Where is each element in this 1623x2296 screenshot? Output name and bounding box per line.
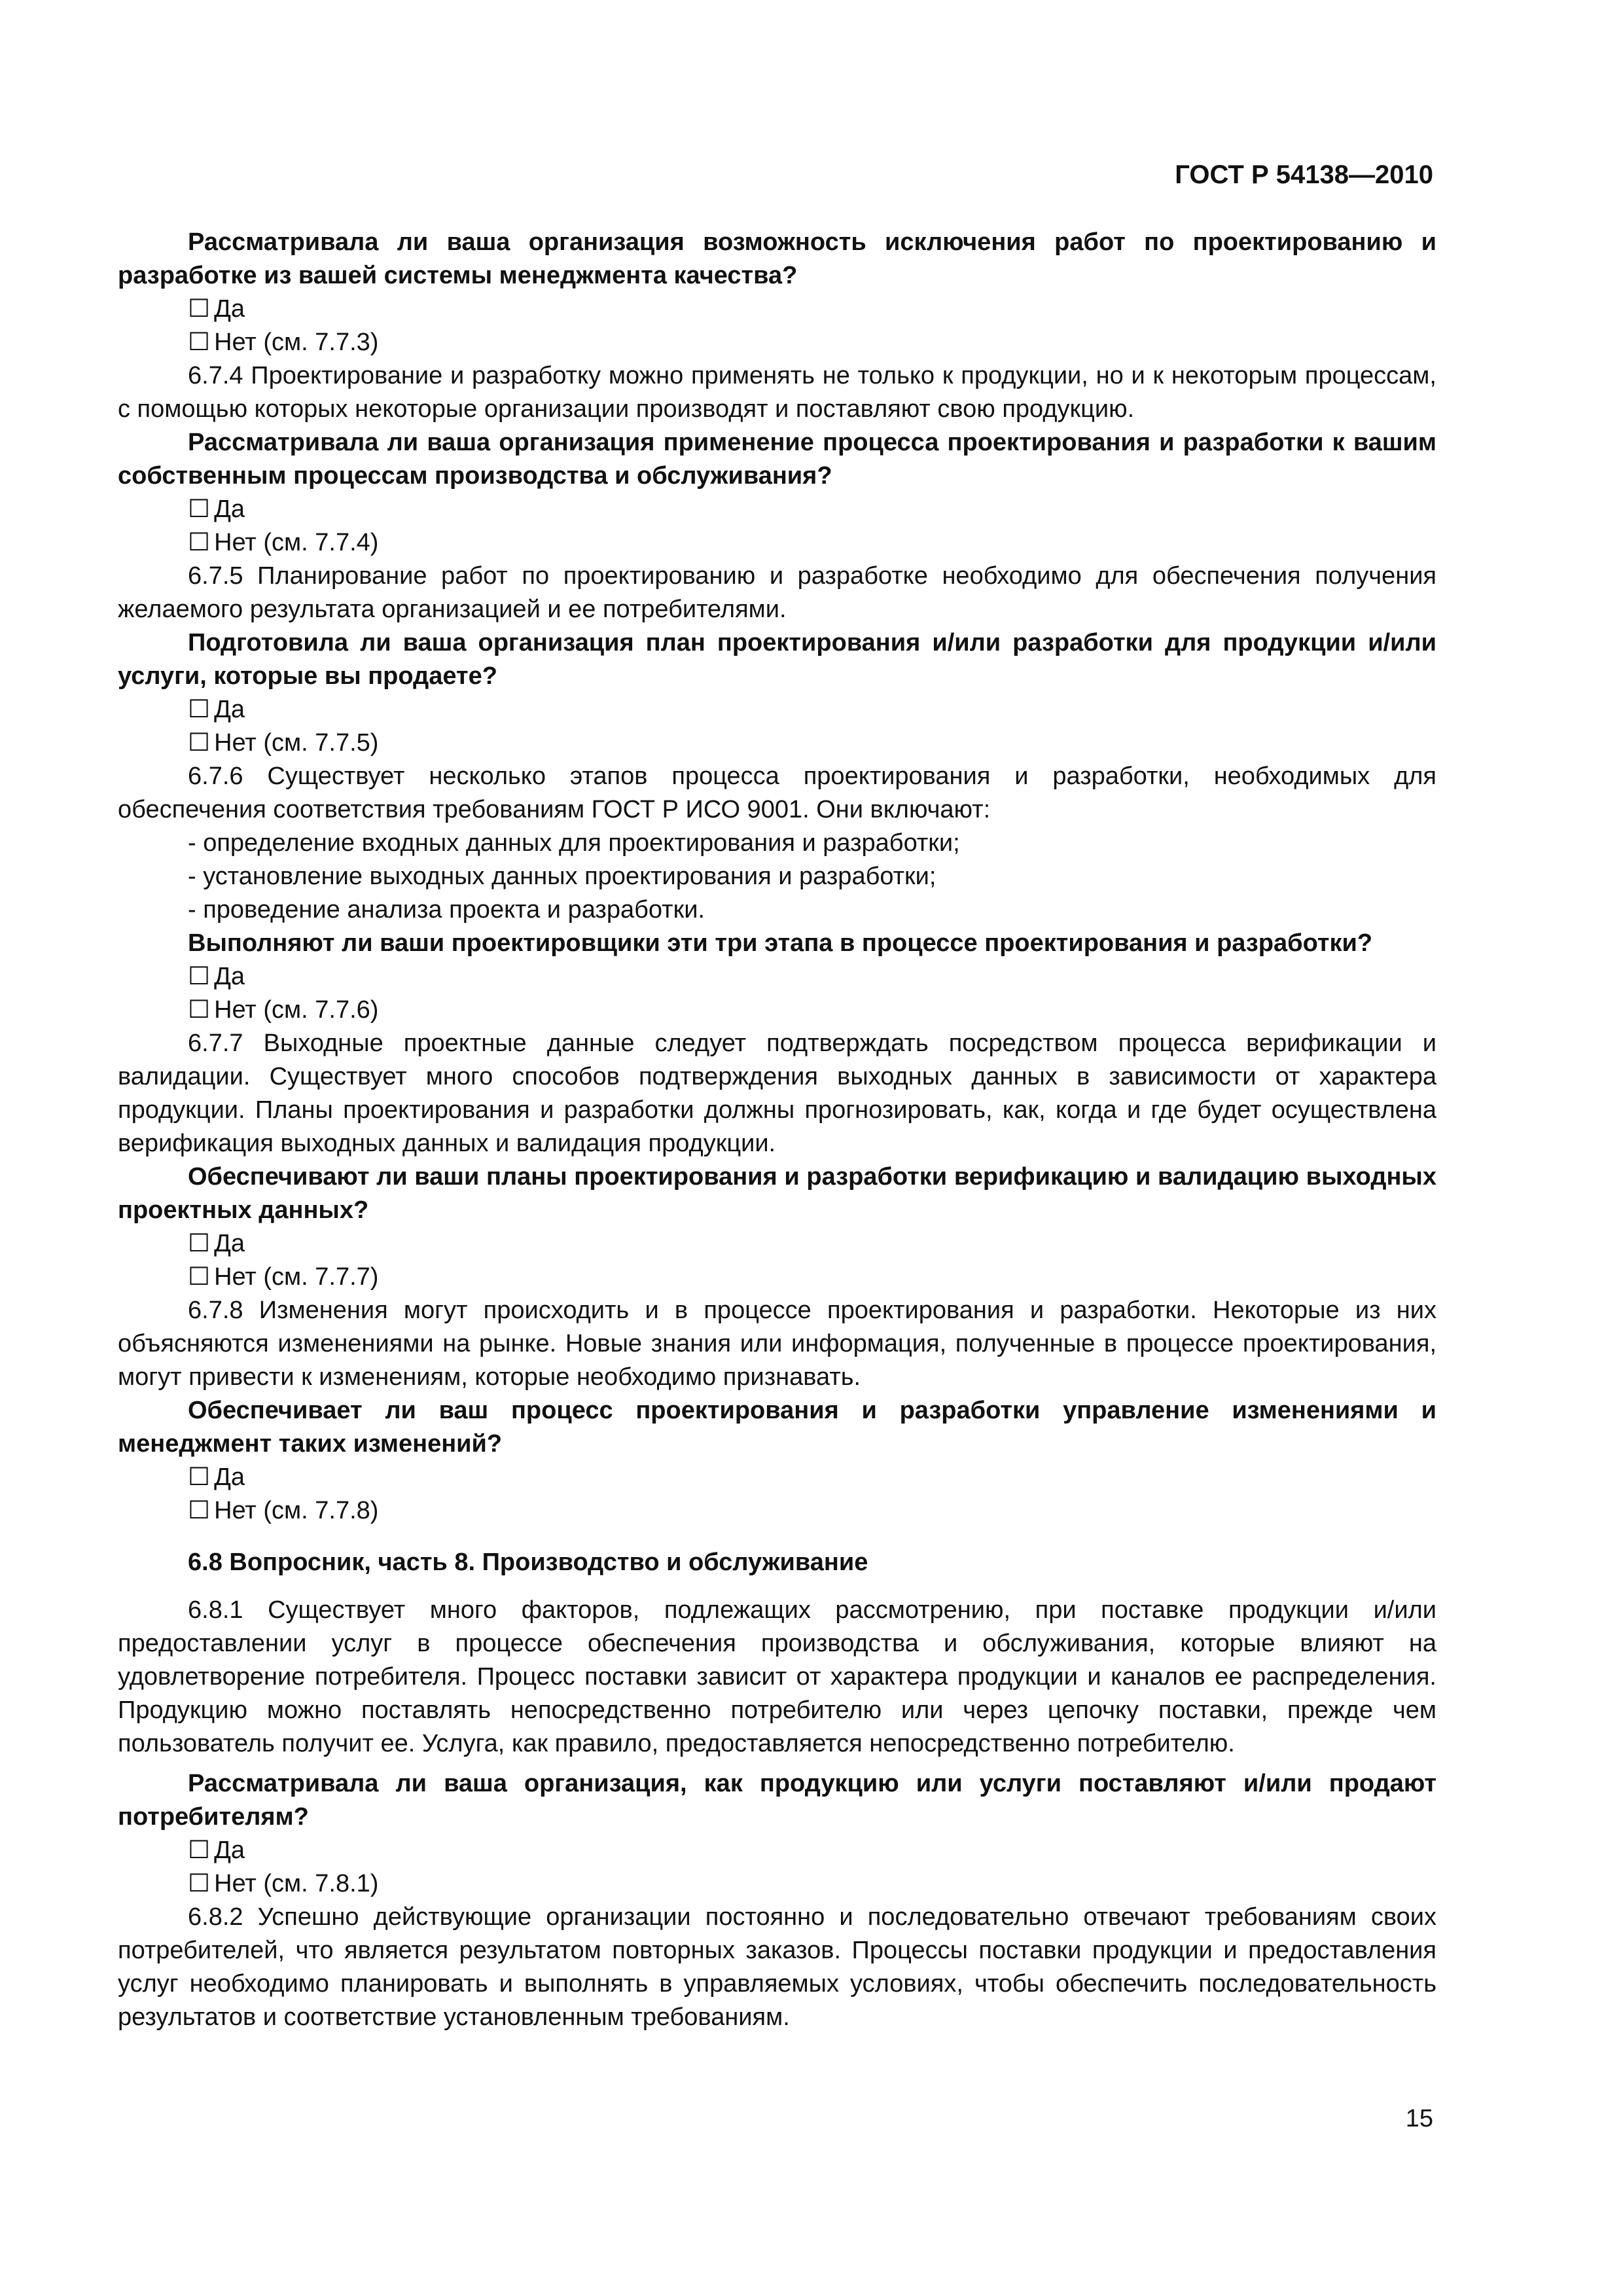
question-change-management: Обеспечивает ли ваш процесс проектирования и разработки управление изменениями и менеджмент таких изменений? <box>118 1397 1436 1458</box>
checkbox-icon[interactable]: ☐ <box>188 996 211 1024</box>
list-item: - установление выходных данных проектирования и разработки; <box>188 863 936 890</box>
answer-option-no[interactable]: ☐ Нет (см. 7.7.6) <box>118 994 1436 1027</box>
question-design-plan: Подготовила ли ваша организация план проектирования и/или разработки для продукции и/или услуги, которые вы продаете? <box>118 629 1436 690</box>
paragraph-6-7-8: 6.7.8 Изменения могут происходить и в процессе проектирования и разработки. Некоторые из них объясняются изменениями на рынке. Новые знания или информация, полученные в процессе проектирования, могут привести к изменениям, которые необходимо признавать. <box>118 1297 1436 1391</box>
paragraph-6-7-7: 6.7.7 Выходные проектные данные следует подтверждать посредством процесса верификации и валидации. Существует много способов подтверждения выходных данных в зависимости от характера продукции. Планы проектирования и разработки должны прогнозировать, как, когда и где будет осуществлена верификация выходных данных и валидация продукции. <box>118 1030 1436 1157</box>
document-code: ГОСТ Р 54138—2010 <box>1175 160 1433 189</box>
list-item: - определение входных данных для проектирования и разработки; <box>188 829 960 857</box>
answer-option-yes[interactable]: ☐ Да <box>118 293 1436 326</box>
answer-option-no[interactable]: ☐ Нет (см. 7.7.7) <box>118 1261 1436 1294</box>
checkbox-icon[interactable]: ☐ <box>188 696 211 723</box>
checkbox-icon[interactable]: ☐ <box>188 729 211 757</box>
list-item: - проведение анализа проекта и разработки. <box>188 896 705 924</box>
checkbox-icon[interactable]: ☐ <box>188 495 211 523</box>
page-number: 15 <box>1405 2105 1433 2132</box>
answer-option-no[interactable]: ☐ Нет (см. 7.7.4) <box>118 526 1436 560</box>
question-design-own-processes: Рассматривала ли ваша организация применение процесса проектирования и разработки к вашим собственным процессам производства и обслуживания? <box>118 429 1436 490</box>
paragraph-6-7-4: 6.7.4 Проектирование и разработку можно применять не только к продукции, но и к некоторым процессам, с помощью которых некоторые организации производят и поставляют свою продукцию. <box>118 362 1436 423</box>
answer-option-no[interactable]: ☐ Нет (см. 7.7.3) <box>118 326 1436 359</box>
checkbox-icon[interactable]: ☐ <box>188 1263 211 1291</box>
answer-option-no[interactable]: ☐ Нет (см. 7.7.8) <box>118 1494 1436 1528</box>
answer-option-yes[interactable]: ☐ Да <box>118 960 1436 994</box>
question-three-stages: Выполняют ли ваши проектировщики эти три этапа в процессе проектирования и разработки? <box>188 929 1373 957</box>
answer-option-yes[interactable]: ☐ Да <box>118 1834 1436 1867</box>
question-design-exclusion: Рассматривала ли ваша организация возможность исключения работ по проектированию и разработке из вашей системы менеджмента качества? <box>118 228 1436 289</box>
answer-option-yes[interactable]: ☐ Да <box>118 493 1436 526</box>
paragraph-6-7-5: 6.7.5 Планирование работ по проектированию и разработке необходимо для обеспечения получения желаемого результата организацией и ее потребителями. <box>118 562 1436 623</box>
answer-option-no[interactable]: ☐ Нет (см. 7.8.1) <box>118 1867 1436 1901</box>
question-verification-validation: Обеспечивают ли ваши планы проектирования и разработки верификацию и валидацию выходных проектных данных? <box>118 1163 1436 1224</box>
answer-option-no[interactable]: ☐ Нет (см. 7.7.5) <box>118 726 1436 760</box>
checkbox-icon[interactable]: ☐ <box>188 1870 211 1897</box>
checkbox-icon[interactable]: ☐ <box>188 529 211 556</box>
question-delivery-to-customers: Рассматривала ли ваша организация, как продукцию или услуги поставляют и/или продают потребителям? <box>118 1770 1436 1831</box>
checkbox-icon[interactable]: ☐ <box>188 1497 211 1524</box>
answer-option-yes[interactable]: ☐ Да <box>118 1227 1436 1261</box>
checkbox-icon[interactable]: ☐ <box>188 1463 211 1491</box>
answer-option-yes[interactable]: ☐ Да <box>118 1461 1436 1494</box>
answer-option-yes[interactable]: ☐ Да <box>118 693 1436 726</box>
checkbox-icon[interactable]: ☐ <box>188 1837 211 1864</box>
checkbox-icon[interactable]: ☐ <box>188 329 211 356</box>
paragraph-6-8-1: 6.8.1 Существует много факторов, подлежащих рассмотрению, при поставке продукции и/или предоставлении услуг в процессе обеспечения производства и обслуживания, которые влияют на удовлетворение потребителя. Процесс поставки зависит от характера продукции и каналов ее распределения. Продукцию можно поставлять непосредственно потребителю или через цепочку поставки, прежде чем пользователь получит ее. Услуга, как правило, предоставляется непосредственно потребителю. <box>118 1596 1436 1757</box>
paragraph-6-8-2: 6.8.2 Успешно действующие организации постоянно и последовательно отвечают требованиям своих потребителей, что является результатом повторных заказов. Процессы поставки продукции и предоставления услуг необходимо планировать и выполнять в управляемых условиях, чтобы обеспечить последовательность результатов и соответствие установленным требованиям. <box>118 1903 1436 2031</box>
checkbox-icon[interactable]: ☐ <box>188 295 211 323</box>
checkbox-icon[interactable]: ☐ <box>188 1230 211 1257</box>
document-body <box>118 226 1436 2034</box>
paragraph-6-7-6: 6.7.6 Существует несколько этапов процесса проектирования и разработки, необходимых для обеспечения соответствия требованиям ГОСТ Р ИСО 9001. Они включают: <box>118 762 1436 823</box>
section-heading-6-8: 6.8 Вопросник, часть 8. Производство и обслуживание <box>188 1549 868 1576</box>
checkbox-icon[interactable]: ☐ <box>188 963 211 990</box>
